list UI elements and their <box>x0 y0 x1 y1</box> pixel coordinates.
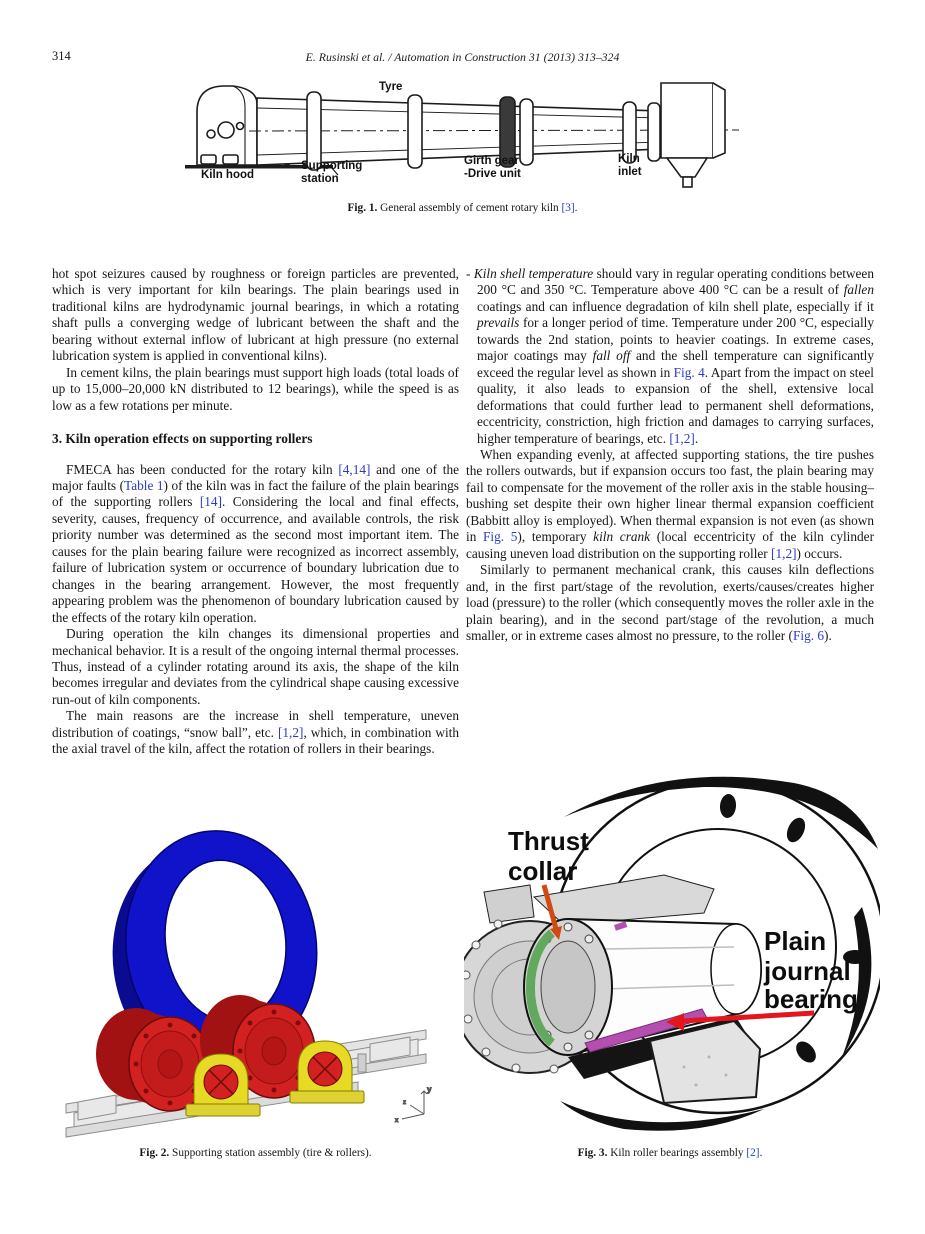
running-header: E. Rusinski et al. / Automation in Construction 31 (2013) 313–324 <box>305 50 620 64</box>
page-number: 314 <box>52 49 71 63</box>
fig2-supporting-station-render <box>58 792 450 1140</box>
paragraph <box>466 447 874 562</box>
paragraph <box>52 462 459 627</box>
figure-2 <box>58 792 450 1140</box>
text-run: . Considering the local and final effects, severity, causes, frequency of occurrence, and available controls, the risk priority number was determined as the second most important item. The causes for the plain bearing failure were recognized as incorrect assembly, failure of lubrication system or occurrence of boundary lubrication due to changes in the bearing arrangement. However, the most frequently appearing problem was the phenomenon of boundary lubrication caused by the effects of the rotary kiln operation. <box>52 494 459 625</box>
paragraph <box>52 626 459 708</box>
citation-link[interactable]: Fig. 4 <box>673 364 705 380</box>
paragraph <box>52 266 459 365</box>
text-run: fallen <box>843 282 874 298</box>
citation-link[interactable]: [2] <box>746 1147 760 1159</box>
text-run: kiln crank <box>593 529 651 545</box>
citation-link[interactable]: Fig. 6 <box>792 627 825 643</box>
fig3-label-plain: Plain <box>764 926 827 956</box>
fig3-label-collar: collar <box>508 856 578 886</box>
citation-link[interactable]: [3] <box>561 202 575 214</box>
fig1-label-drive-unit: -Drive unit <box>464 168 521 180</box>
text-run: The main reasons are the increase in shell temperature, uneven distribution of coatings, “snow ball”, etc. <box>52 708 459 740</box>
text-run: and the shell temperature can significantly exceed the regular level as shown in <box>477 348 875 380</box>
text-run: . <box>759 1147 763 1159</box>
text-run: ) occurs. <box>796 545 843 561</box>
figure-3 <box>464 757 880 1139</box>
text-run: Supporting station assembly (tire & rollers). <box>169 1147 372 1159</box>
text-run: Fig. 3. <box>577 1147 608 1159</box>
bullet-item <box>466 266 874 447</box>
citation-link[interactable]: [1,2] <box>669 430 695 446</box>
citation-link[interactable]: Table 1 <box>124 477 164 493</box>
text-run: . <box>694 430 699 446</box>
fig3-label-thrust: Thrust <box>508 826 589 856</box>
text-run: General assembly of cement rotary kiln <box>377 202 562 214</box>
text-run: Kiln shell temperature <box>473 266 594 281</box>
right-column <box>466 266 874 644</box>
fig2-axis-y-label: y <box>427 1085 432 1094</box>
section-heading: 3. Kiln operation effects on supporting rollers <box>52 431 313 447</box>
text-run: coatings and can influence degradation of kiln shell plate, especially if it <box>477 298 874 314</box>
text-run: In cement kilns, the plain bearings must support high loads (total loads of up to 15,000–20,000 kN distributed to 12 bearings), while the speed is as low as a few rotations per minute. <box>52 364 459 413</box>
text-run: During operation the kiln changes its dimensional properties and mechanical behavior. It is a result of the ongoing internal thermal processes. Thus, instead of a cylinder rotating around its axis, the shape of the kiln becomes irregular and deviates from the cylindrical shape causing excessive run-out of kiln components. <box>52 626 459 707</box>
text-run: (local eccentricity of the kiln cylinder causing uneven load distribution on the supporting roller <box>466 529 874 561</box>
fig2-axis-z-label: z <box>403 1100 406 1106</box>
fig1-linework <box>185 83 739 187</box>
text-run: . <box>574 202 578 214</box>
fig3-caption <box>466 1147 874 1159</box>
fig1-kiln-drawing <box>183 70 743 200</box>
text-run: hot spot seizures caused by roughness or foreign particles are prevented, which is very important for kiln bearings. The plain bearings used in traditional kilns are hydrodynamic journal bearings, in which a rotating shaft pulls a converging wedge of lubricant between the shaft and the bearing without external inflow of lubricant at high pressure (no external lubrication system is applied in conventional kilns). <box>52 266 459 364</box>
fig2-axis-triad <box>395 1085 432 1124</box>
text-run: - <box>466 266 474 281</box>
citation-link[interactable]: Fig. 5 <box>483 529 518 545</box>
text-run: ). <box>824 627 832 643</box>
text-run: ) of the kiln was in fact the failure of the plain bearings of the supporting rollers <box>52 477 459 510</box>
fig1-label-station: station <box>301 173 339 185</box>
figure-1 <box>183 70 743 200</box>
fig1-label-kiln-hood: Kiln hood <box>201 169 255 181</box>
text-run: prevails <box>477 315 520 331</box>
fig3-bearing-drawing <box>464 757 880 1139</box>
citation-link[interactable]: [14] <box>199 494 222 510</box>
text-run: FMECA has been conducted for the rotary kiln <box>66 461 339 477</box>
text-run: Fig. 1. <box>347 202 378 214</box>
fig1-label-inlet: inlet <box>618 166 642 178</box>
paragraph <box>466 562 874 644</box>
paragraph <box>52 708 459 757</box>
fig3-label-journal: journal <box>764 956 851 986</box>
text-run: . Apart from the impact on steel quality, it also leads to expansion of the shell, extensive local deformations that could further lead to permanent shell deformations, eccentricity, constriction, high friction and damages to carrying surfaces, higher temperature of bearings, etc. <box>477 364 874 446</box>
fig1-label-girth-gear: Girth gear <box>464 155 519 167</box>
text-run: , which, in combination with the axial travel of the kiln, affect the rotation of rollers in their bearings. <box>52 724 460 757</box>
text-run: should vary in regular operating conditions between 200 °C and 350 °C. Temperature above 400 °C can be a result of <box>477 266 874 298</box>
text-run: fall off <box>592 348 631 364</box>
text-run: for a longer period of time. Temperature under 200 °C, especially towards the 2nd station, points to heavier coatings. In extreme cases, major coatings may <box>477 315 874 364</box>
fig1-label-tyre: Tyre <box>379 81 403 93</box>
text-run: ), temporary <box>517 529 594 545</box>
citation-link[interactable]: [1,2] <box>277 724 304 740</box>
text-run: Fig. 2. <box>139 1147 170 1159</box>
citation-link[interactable]: [4,14] <box>338 461 371 477</box>
paragraph <box>52 365 459 414</box>
fig2-axis-x-label: x <box>395 1118 399 1124</box>
fig1-label-kiln: Kiln <box>618 153 640 165</box>
text-run: and one of the major faults ( <box>52 461 460 493</box>
fig1-label-supporting: Supporting <box>301 160 363 172</box>
fig2-caption <box>52 1147 459 1159</box>
text-run: Kiln roller bearings assembly <box>607 1147 747 1159</box>
fig3-label-bearing: bearing <box>764 984 858 1014</box>
text-run: Similarly to permanent mechanical crank, this causes kiln deflections and, in the first part/stage of the revolution, exerts/causes/creates higher load (pressure) to the roller (which consequently moves the roller axle in the plain bearing), and in the second part/stage of the revolution, a much smaller, or in extreme cases almost no pressure, to the roller ( <box>466 562 874 643</box>
text-run: When expanding evenly, at affected supporting stations, the tire pushes the rollers outwards, but if expansion occurs too fast, the plain bearing may fail to compensate for the movement of the roller axis in the stable housing–bushing set despite their own higher linear thermal expansion coefficient (Babbitt alloy is employed). When thermal expansion is not even (as shown in <box>466 446 874 545</box>
left-column <box>52 266 459 758</box>
citation-link[interactable]: [1,2] <box>771 545 797 561</box>
fig1-caption <box>0 202 925 214</box>
